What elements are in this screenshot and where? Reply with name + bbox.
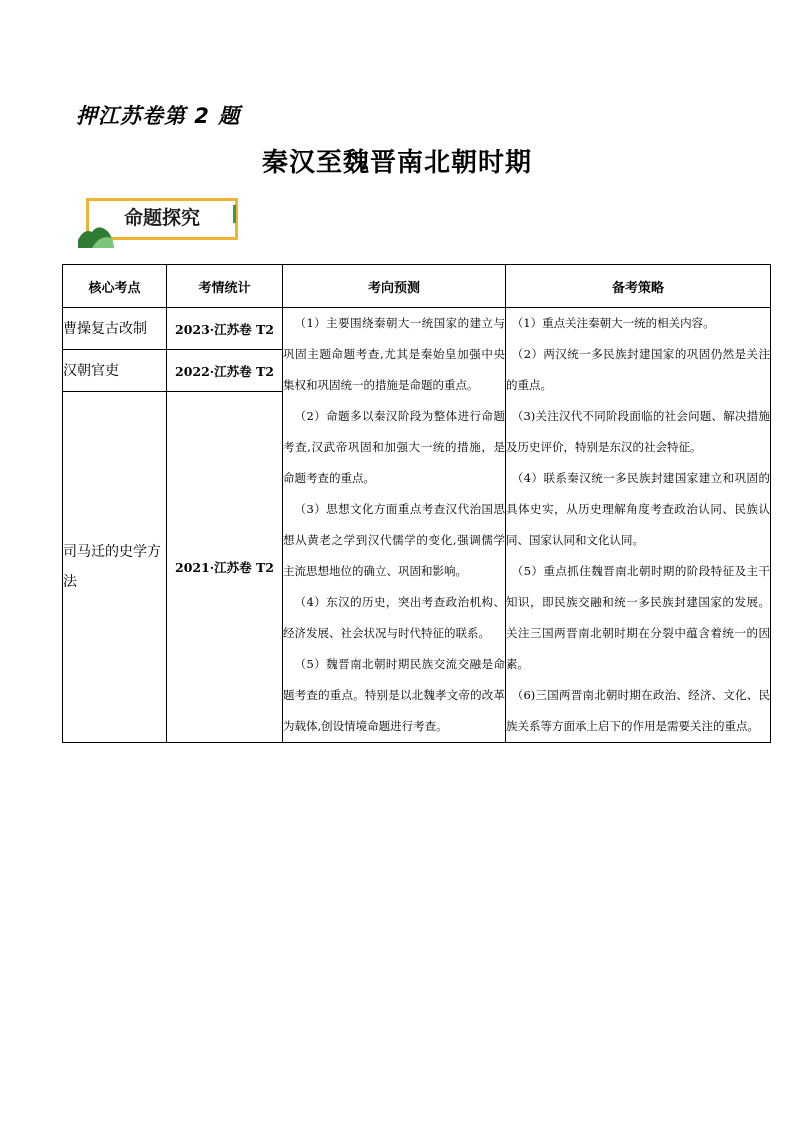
prediction-paragraph: （3）思想文化方面重点考查汉代治国思想从黄老之学到汉代儒学的变化,强调儒学主流思想地位的确立、巩固和影响。 <box>283 502 505 578</box>
column-header-strategy: 备考策略 <box>506 265 771 308</box>
badge-accent-mark <box>233 205 236 223</box>
strategy-paragraph: （6)三国两晋南北朝时期在政治、经济、文化、民族关系等方面承上启下的作用是需要关注的重点。 <box>506 688 770 733</box>
strategy-paragraph: （1）重点关注秦朝大一统的相关内容。 <box>511 316 715 330</box>
table-header-row <box>63 265 771 308</box>
core-point-cell: 司马迁的史学方法 <box>63 392 167 743</box>
strategy-paragraph: （2）两汉统一多民族封建国家的巩固仍然是关注的重点。 <box>506 347 770 392</box>
section-label: 命题探究 <box>123 207 200 229</box>
prediction-cell <box>283 308 506 743</box>
prediction-paragraph: （2）命题多以秦汉阶段为整体进行命题考查,汉武帝巩固和加强大一统的措施，是命题考查的重点。 <box>283 409 505 485</box>
core-point-cell: 汉朝官吏 <box>63 350 167 392</box>
strategy-cell <box>506 308 771 743</box>
strategy-paragraph: （3)关注汉代不同阶段面临的社会问题、解决措施及历史评价，特别是东汉的社会特征。 <box>506 409 770 454</box>
exam-analysis-table <box>62 264 771 743</box>
table-row <box>63 308 771 350</box>
strategy-paragraph: （5）重点抓住魏晋南北朝时期的阶段特征及主干知识，即民族交融和统一多民族封建国家的发展。关注三国两晋南北朝时期在分裂中蕴含着统一的因素。 <box>506 564 770 671</box>
strategy-paragraph: （4）联系秦汉统一多民族封建国家建立和巩固的具体史实，从历史理解角度考查政治认同、民族认同、国家认同和文化认同。 <box>506 471 770 547</box>
core-point-cell: 曹操复古改制 <box>63 308 167 350</box>
prediction-paragraph: （5）魏晋南北朝时期民族交流交融是命题考查的重点。特别是以北魏孝文帝的改革为载体,创设情境命题进行考查。 <box>283 657 505 733</box>
section-badge <box>78 196 248 250</box>
prediction-paragraph: （1）主要围绕秦朝大一统国家的建立与巩固主题命题考查,尤其是秦始皇加强中央集权和巩固统一的措施是命题的重点。 <box>283 316 505 392</box>
column-header-prediction: 考向预测 <box>283 265 506 308</box>
statistics-cell: 2021·江苏卷 T2 <box>167 392 283 743</box>
column-header-core-point: 核心考点 <box>63 265 167 308</box>
page-title: 秦汉至魏晋南北朝时期 <box>261 148 532 178</box>
column-header-statistics: 考情统计 <box>167 265 283 308</box>
page-subtitle: 押江苏卷第 2 题 <box>76 104 241 128</box>
hills-icon <box>78 224 118 248</box>
prediction-paragraph: （4）东汉的历史，突出考查政治机构、经济发展、社会状况与时代特征的联系。 <box>283 595 505 640</box>
statistics-cell: 2022·江苏卷 T2 <box>167 350 283 392</box>
statistics-cell: 2023·江苏卷 T2 <box>167 308 283 350</box>
